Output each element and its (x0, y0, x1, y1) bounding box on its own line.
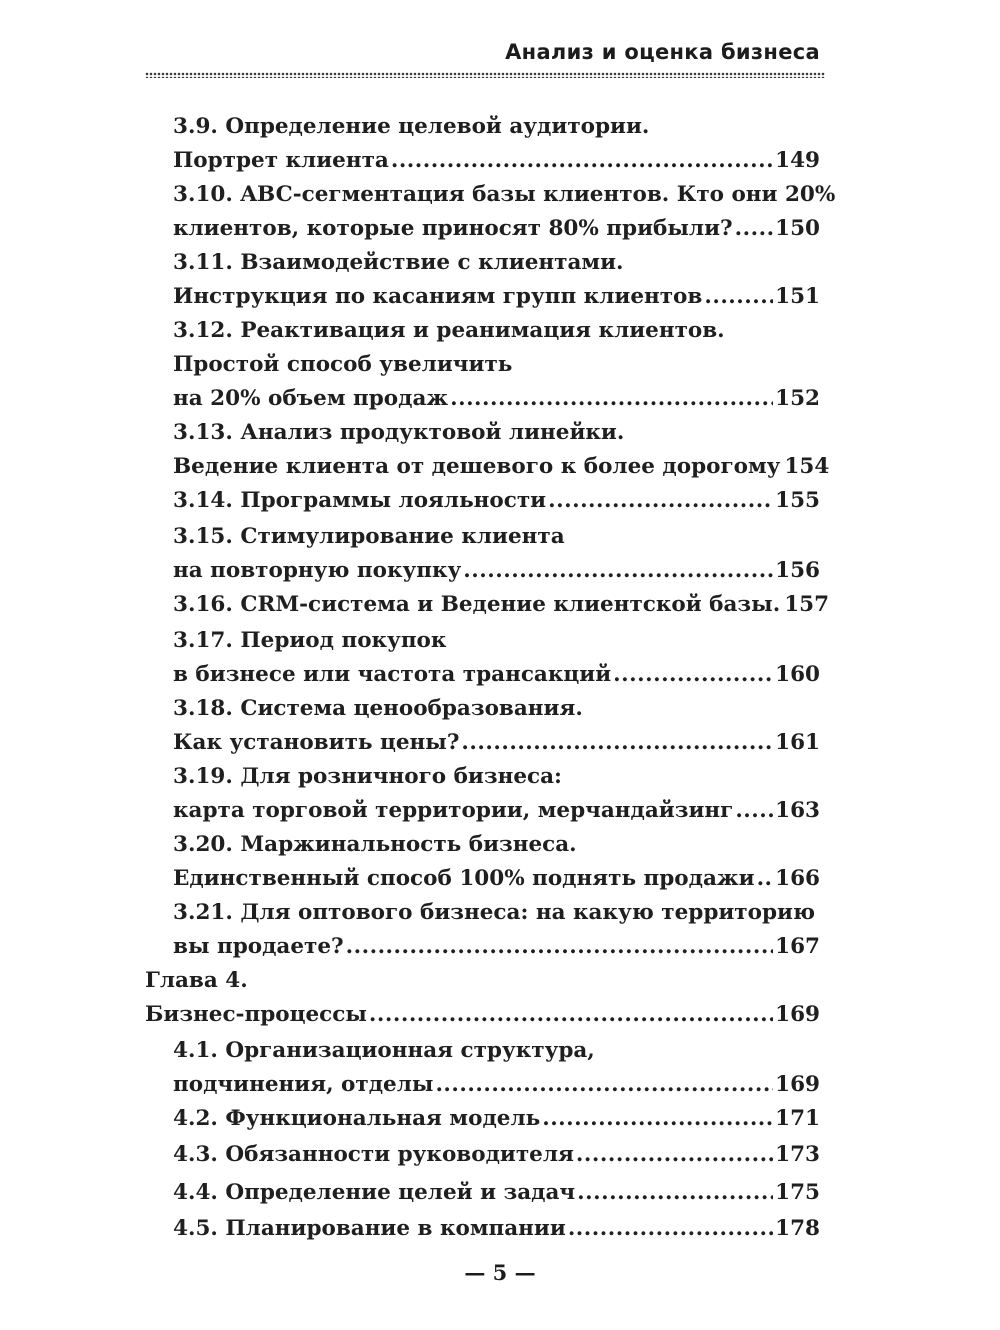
toc-line (145, 998, 820, 1032)
toc-line (173, 520, 565, 554)
toc-title-text: Инструкция по касаниям групп клиентов (173, 284, 703, 309)
dot-leader (548, 484, 773, 518)
toc-line (173, 484, 820, 518)
toc-page-number: 169 (775, 1002, 820, 1027)
toc-page-number: 155 (775, 488, 820, 513)
toc-title-text: клиентов, которые приносят 80% прибыли? (173, 216, 733, 241)
toc-title-text: подчинения, отделы (173, 1072, 434, 1097)
toc-line (173, 1102, 820, 1136)
toc-line (173, 280, 820, 314)
running-head: Анализ и оценка бизнеса (505, 40, 820, 64)
toc-title-text: 3.20. Маржинальность бизнеса. (173, 832, 577, 857)
toc-line (173, 1068, 820, 1102)
toc-line (173, 144, 820, 178)
toc-page-number: 149 (775, 148, 820, 173)
toc-page-number: 160 (775, 662, 820, 687)
dot-leader (463, 554, 773, 588)
toc-page-number: 178 (775, 1216, 820, 1241)
dot-leader (576, 1138, 773, 1172)
toc-title-text: 4.5. Планирование в компании (173, 1216, 566, 1241)
toc-title-text: Простой способ увеличить (173, 352, 513, 377)
toc-page-number: 154 (784, 454, 830, 479)
toc-page-number: 175 (775, 1180, 820, 1205)
toc-title-text: 3.9. Определение целевой аудитории. (173, 114, 650, 139)
toc-title-text: 3.12. Реактивация и реанимация клиентов. (173, 318, 725, 343)
dot-leader (369, 998, 773, 1032)
toc-line (173, 178, 835, 212)
toc-title-text: 3.10. ABC-сегментация базы клиентов. Кто они 20% (173, 182, 836, 207)
toc-page-number: 157 (784, 592, 830, 617)
dot-leader (735, 794, 773, 828)
toc-line (173, 110, 649, 144)
toc-title-text: на повторную покупку (173, 558, 462, 583)
dot-leader (346, 930, 773, 964)
toc-line (173, 1138, 820, 1172)
toc-line (173, 828, 577, 862)
toc-page-number: 171 (775, 1106, 820, 1131)
toc-line (173, 862, 820, 896)
toc-title-text: Бизнес-процессы (145, 1002, 367, 1027)
toc-title-text: 3.16. CRM-система и Ведение клиентской базы. (173, 592, 781, 617)
dot-leader (735, 212, 773, 246)
toc-page-number: 161 (775, 730, 820, 755)
toc-page-number: 163 (775, 798, 820, 823)
toc-line (173, 658, 820, 692)
toc-line (173, 246, 624, 280)
toc-line (145, 964, 248, 998)
toc-page-number: 169 (775, 1072, 820, 1097)
toc-line (173, 896, 815, 930)
dot-leader (568, 1212, 773, 1246)
toc-line (173, 554, 820, 588)
toc-page-number: 173 (775, 1142, 820, 1167)
toc-page-number: 152 (775, 386, 820, 411)
dot-leader (757, 862, 774, 896)
toc-title-text: 3.18. Система ценообразования. (173, 696, 583, 721)
toc-title-text: 3.21. Для оптового бизнеса: на какую территорию (173, 900, 815, 925)
toc-title-text: Единственный способ 100% поднять продажи (173, 866, 755, 891)
toc-title-text: 3.15. Стимулирование клиента (173, 524, 565, 549)
toc-line (173, 624, 446, 658)
toc-page-number: 156 (775, 558, 820, 583)
toc-page-number: 167 (775, 934, 820, 959)
toc-title-text: 4.2. Функциональная модель (173, 1106, 541, 1131)
toc-page-number: 166 (775, 866, 820, 891)
toc-line (173, 314, 725, 348)
toc-title-text: 3.17. Период покупок (173, 628, 447, 653)
dot-leader (704, 280, 773, 314)
toc-title-text: Как установить цены? (173, 730, 460, 755)
toc-title-text: 3.14. Программы лояльности (173, 488, 547, 513)
toc-line (173, 588, 830, 622)
toc-line (173, 1034, 595, 1068)
toc-title-text: 3.19. Для розничного бизнеса: (173, 764, 562, 789)
toc-title-text: 4.4. Определение целей и задач (173, 1180, 576, 1205)
toc-line (173, 348, 512, 382)
toc-page-number: 150 (775, 216, 820, 241)
toc-title-text: 4.3. Обязанности руководителя (173, 1142, 574, 1167)
toc-page-number: 151 (775, 284, 820, 309)
dot-leader (613, 658, 773, 692)
toc-title-text: Портрет клиента (173, 148, 389, 173)
toc-title-text: 3.13. Анализ продуктовой линейки. (173, 420, 625, 445)
dot-leader (435, 1068, 773, 1102)
toc-title-text: 3.11. Взаимодействие с клиентами. (173, 250, 624, 275)
toc-line (173, 1176, 820, 1210)
toc-line (173, 382, 820, 416)
toc-line (173, 212, 820, 246)
toc-title-text: Глава 4. (145, 968, 248, 993)
dot-leader (450, 382, 773, 416)
toc-line (173, 1212, 820, 1246)
toc-title-text: 4.1. Организационная структура, (173, 1038, 595, 1063)
toc-title-text: в бизнесе или частота трансакций (173, 662, 612, 687)
toc-line (173, 760, 562, 794)
page-number: — 5 — (464, 1260, 536, 1285)
toc-line (173, 726, 820, 760)
dot-leader (542, 1102, 773, 1136)
dot-leader (391, 144, 773, 178)
dotted-rule (145, 72, 825, 78)
toc-line (173, 450, 830, 484)
toc-line (173, 416, 624, 450)
toc-title-text: карта торговой территории, мерчандайзинг (173, 798, 734, 823)
toc-title-text: вы продаете? (173, 934, 344, 959)
dot-leader (461, 726, 773, 760)
toc-title-text: на 20% объем продаж (173, 386, 449, 411)
dot-leader (577, 1176, 773, 1210)
toc-line (173, 794, 820, 828)
toc-title-text: Ведение клиента от дешевого к более дорогому (173, 454, 781, 479)
toc-line (173, 930, 820, 964)
toc-line (173, 692, 583, 726)
